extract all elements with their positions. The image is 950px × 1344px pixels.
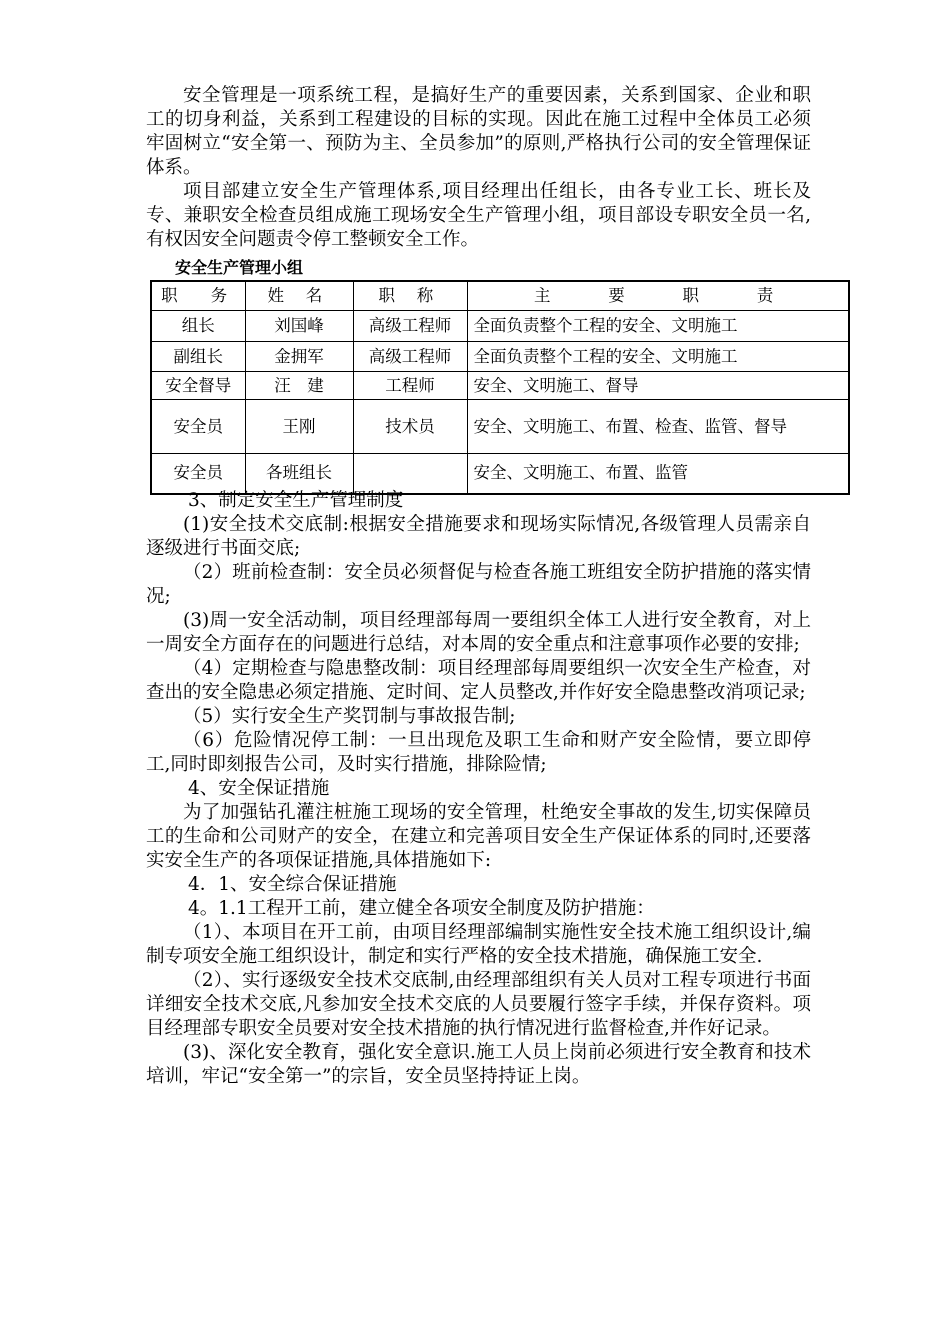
- cell-title: 高级工程师: [353, 342, 467, 372]
- cell-name: 刘国峰: [245, 311, 353, 342]
- cell-position: 安全员: [151, 454, 245, 494]
- intro-paragraph-1: 安全管理是一项系统工程，是搞好生产的重要因素，关系到国家、企业和职工的切身利益，关系到工程建设的目标的实现。因此在施工过程中全体员工必须牢固树立“安全第一、预防为主、全员参加”的原则,严格执行公司的安全管理保证体系。: [146, 85, 811, 178]
- cell-duties: 安全、文明施工、布置、监管: [467, 454, 849, 494]
- section-4-intro: 为了加强钻孔灌注桩施工现场的安全管理，杜绝安全事故的发生,切实保障员工的生命和公司财产的安全，在建立和完善项目安全生产保证体系的同时,还要落实安全生产的各项保证措施,具体措施如下:: [146, 802, 811, 871]
- measure-item: （1）、本项目在开工前，由项目经理部编制实施性安全技术施工组织设计,编制专项安全施工组织设计，制定和实行严格的安全技术措施，确保施工安全.: [146, 922, 811, 967]
- cell-position: 组长: [151, 311, 245, 342]
- cell-name: 金拥军: [245, 342, 353, 372]
- cell-position: 安全员: [151, 400, 245, 454]
- cell-duties: 安全、文明施工、布置、检查、监管、督导: [467, 400, 849, 454]
- header-title: 职 称: [353, 281, 467, 311]
- rule-item: (3)周一安全活动制，项目经理部每周一要组织全体工人进行安全教育，对上一周安全方面存在的问题进行总结，对本周的安全重点和注意事项作必要的安排;: [146, 610, 811, 655]
- table-row: [151, 342, 849, 372]
- cell-name: 各班组长: [245, 454, 353, 494]
- rule-item: （6）危险情况停工制：一旦出现危及职工生命和财产安全险情，要立即停工,同时即刻报告公司，及时实行措施，排除险情;: [146, 730, 811, 775]
- table-row: [151, 454, 849, 494]
- intro-section: [146, 84, 811, 252]
- table-caption: 安全生产管理小组: [175, 258, 304, 277]
- cell-name: 汪 建: [245, 372, 353, 400]
- section-4-title: 4、安全保证措施: [188, 778, 330, 799]
- header-duties: 主 要 职 责: [467, 281, 849, 311]
- table-row: [151, 311, 849, 342]
- section-3-title: 3、制定安全生产管理制度: [188, 490, 404, 511]
- cell-title: 高级工程师: [353, 311, 467, 342]
- subsection-4-1-title: 4．1、安全综合保证措施: [188, 874, 397, 895]
- cell-duties: 安全、文明施工、督导: [467, 372, 849, 400]
- subsection-4-1-1-title: 4。1.1工程开工前，建立健全各项安全制度及防护措施：: [188, 898, 655, 919]
- table-row: [151, 400, 849, 454]
- cell-title: 技术员: [353, 400, 467, 454]
- rule-item: （5）实行安全生产奖罚制与事故报告制;: [183, 706, 516, 727]
- table-row: [151, 372, 849, 400]
- cell-name: 王刚: [245, 400, 353, 454]
- rule-item: (1)安全技术交底制:根据安全措施要求和现场实际情况,各级管理人员需亲自逐级进行书面交底;: [146, 514, 811, 559]
- intro-paragraph-2: 项目部建立安全生产管理体系,项目经理出任组长，由各专业工长、班长及专、兼职安全检查员组成施工现场安全生产管理小组，项目部设专职安全员一名,有权因安全问题责令停工整顿安全工作。: [146, 181, 811, 250]
- cell-title: [353, 454, 467, 494]
- cell-position: 副组长: [151, 342, 245, 372]
- section-3: [146, 489, 811, 1089]
- safety-group-table: [150, 280, 850, 495]
- cell-duties: 全面负责整个工程的安全、文明施工: [467, 342, 849, 372]
- rule-item: （2）班前检查制：安全员必须督促与检查各施工班组安全防护措施的落实情况;: [146, 562, 811, 607]
- cell-title: 工程师: [353, 372, 467, 400]
- header-name: 姓 名: [245, 281, 353, 311]
- rule-item: （4）定期检查与隐患整改制：项目经理部每周要组织一次安全生产检查，对查出的安全隐患必须定措施、定时间、定人员整改,并作好安全隐患整改消项记录;: [146, 658, 811, 703]
- table-header-row: [151, 281, 849, 311]
- cell-position: 安全督导: [151, 372, 245, 400]
- cell-duties: 全面负责整个工程的安全、文明施工: [467, 311, 849, 342]
- measure-item: (3)、深化安全教育，强化安全意识.施工人员上岗前必须进行安全教育和技术培训，牢记“安全第一”的宗旨，安全员坚持持证上岗。: [146, 1042, 811, 1087]
- header-position: 职 务: [151, 281, 245, 311]
- measure-item: （2）、实行逐级安全技术交底制,由经理部组织有关人员对工程专项进行书面详细安全技术交底,凡参加安全技术交底的人员要履行签字手续，并保存资料。项目经理部专职安全员要对安全技术措施的执行情况进行监督检查,并作好记录。: [146, 970, 811, 1039]
